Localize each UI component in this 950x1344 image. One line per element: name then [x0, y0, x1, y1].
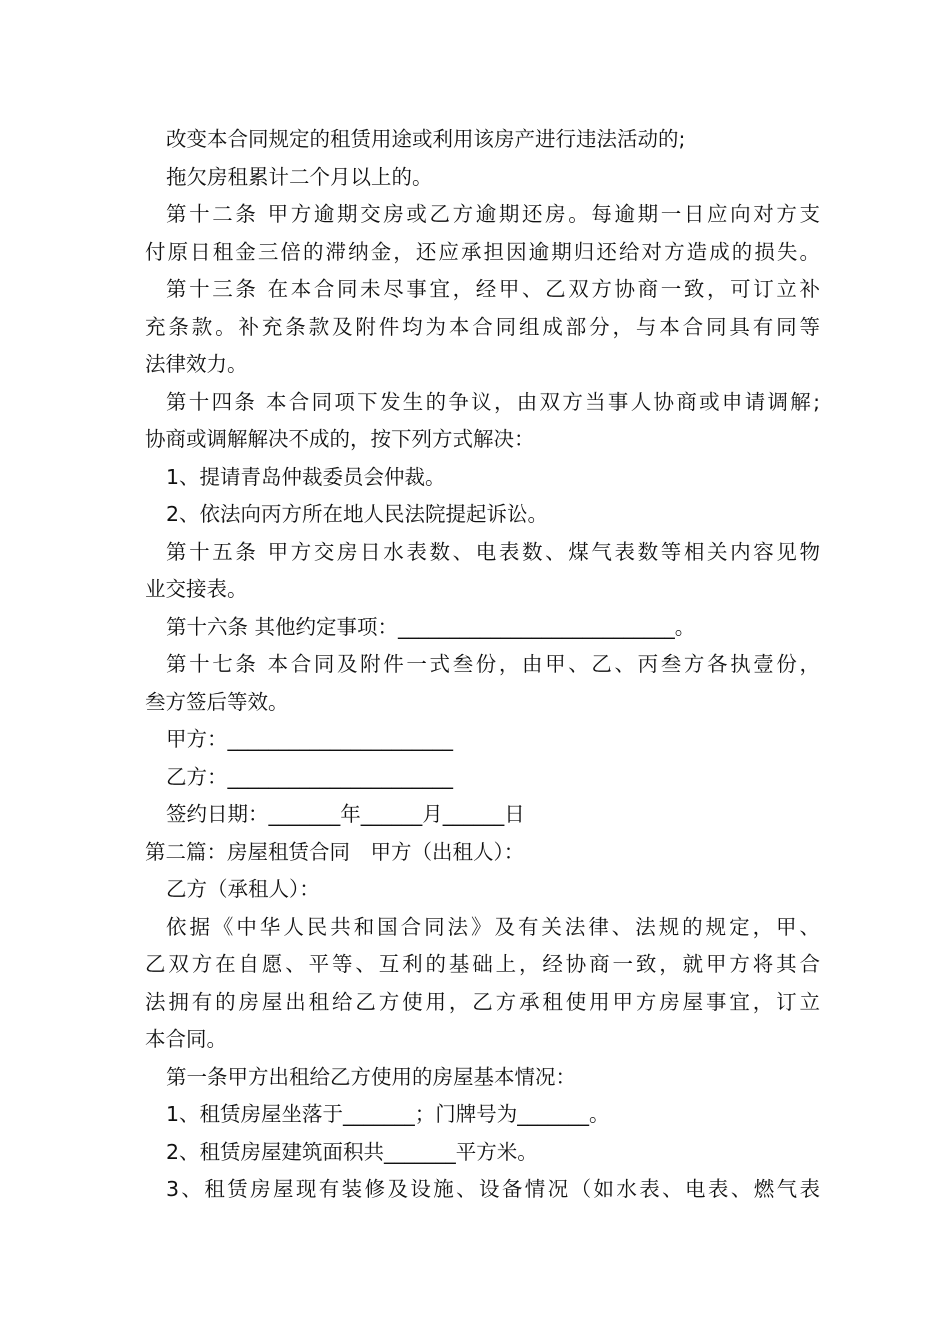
text-line: 本合同。 [145, 1027, 227, 1051]
text-line: 第十二条 甲方逾期交房或乙方逾期还房。每逾期一日应向对方支 [166, 202, 820, 226]
text-line: 3、租赁房屋现有装修及设施、设备情况（如水表、电表、燃气表 [166, 1177, 820, 1201]
text-line: 法拥有的房屋出租给乙方使用，乙方承租使用甲方房屋事宜，订立 [145, 989, 820, 1014]
text-line: 2、依法向丙方所在地人民法院提起诉讼。 [166, 502, 549, 526]
text-line: 甲方：______________________ [166, 727, 453, 751]
text-line: 第十三条 在本合同未尽事宜，经甲、乙双方协商一致，可订立补 [166, 277, 820, 301]
text-line: 业交接表。 [145, 577, 248, 601]
document-page [145, 121, 820, 1209]
text-line: 1、提请青岛仲裁委员会仲裁。 [166, 464, 446, 489]
text-line: 乙方（承租人）： [166, 877, 320, 901]
text-line: 乙方：______________________ [166, 764, 453, 789]
text-line: 第十七条 本合同及附件一式叁份，由甲、乙、丙叁方各执壹份， [166, 652, 820, 676]
text-line: 第一条甲方出租给乙方使用的房屋基本情况： [166, 1064, 576, 1089]
text-line: 第二篇：房屋租赁合同 甲方（出租人）： [145, 839, 525, 864]
text-line: 第十五条 甲方交房日水表数、电表数、煤气表数等相关内容见物 [166, 539, 820, 564]
text-line: 拖欠房租累计二个月以上的。 [166, 164, 433, 189]
text-line: 第十四条 本合同项下发生的争议，由双方当事人协商或申请调解; [166, 389, 820, 414]
text-line: 2、租赁房屋建筑面积共_______平方米。 [166, 1139, 538, 1164]
text-line: 1、租赁房屋坐落于_______；门牌号为_______。 [166, 1102, 610, 1126]
text-line: 改变本合同规定的租赁用途或利用该房产进行违法活动的; [166, 127, 686, 151]
text-line: 签约日期：_______年______月______日 [166, 802, 525, 826]
text-line: 法律效力。 [145, 352, 248, 376]
text-line: 充条款。补充条款及附件均为本合同组成部分，与本合同具有同等 [145, 314, 820, 339]
text-line: 依据《中华人民共和国合同法》及有关法律、法规的规定，甲、 [166, 914, 820, 939]
text-line: 第十六条 其他约定事项：___________________________。 [166, 614, 696, 639]
text-line: 付原日租金三倍的滞纳金，还应承担因逾期归还给对方造成的损失。 [145, 239, 820, 264]
text-line: 乙双方在自愿、平等、互利的基础上，经协商一致，就甲方将其合 [145, 952, 820, 976]
text-line: 协商或调解解决不成的，按下列方式解决： [145, 427, 535, 451]
text-line: 叁方签后等效。 [145, 689, 289, 714]
